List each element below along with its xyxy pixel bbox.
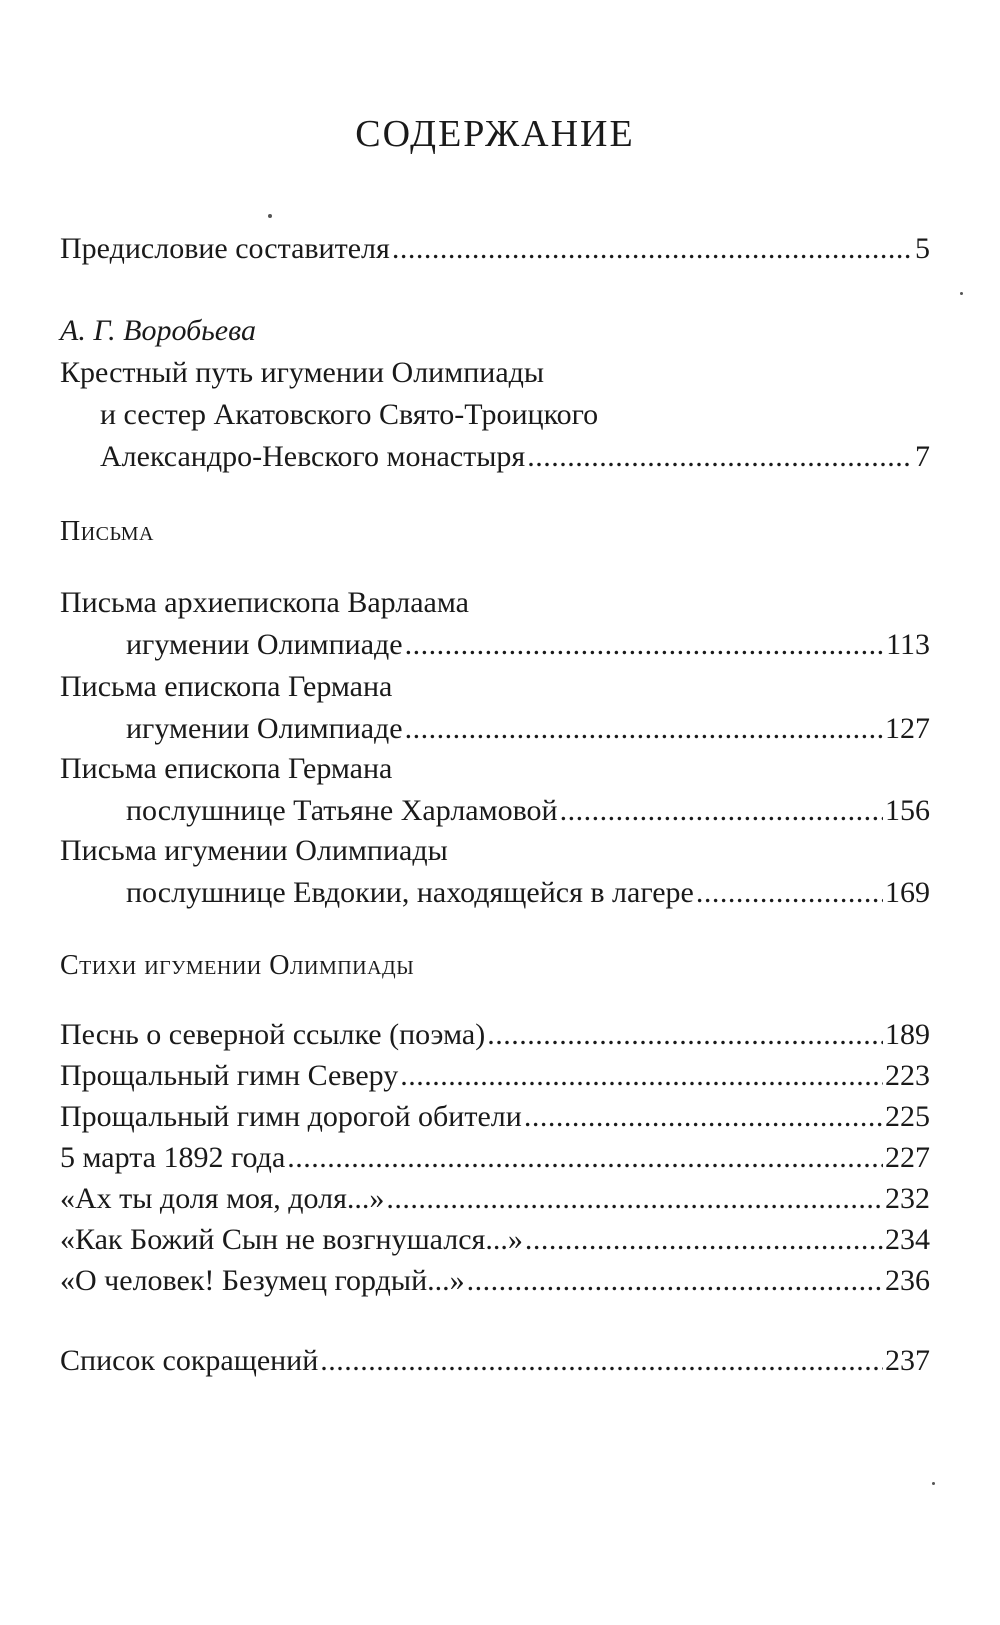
page-number: 169 (885, 876, 930, 909)
page-number: 232 (885, 1182, 930, 1215)
dot-leader (524, 1096, 883, 1138)
entry-title-line: игумении Олимпиаде (126, 628, 403, 661)
page-title: СОДЕРЖАНИЕ (355, 113, 635, 155)
entry-title-line: послушнице Татьяне Харламовой (126, 794, 558, 827)
page-number: 234 (885, 1223, 930, 1256)
dot-leader (405, 708, 883, 750)
dot-leader (320, 1340, 883, 1382)
entry-title: Предисловие составителя (60, 232, 390, 265)
toc-entry-poem[interactable] (60, 1260, 930, 1302)
toc-entry-preface[interactable] (60, 228, 930, 270)
entry-title: «Ах ты доля моя, доля...» (60, 1182, 385, 1215)
entry-title: Песнь о северной ссылке (поэма) (60, 1018, 486, 1051)
page-number: 236 (885, 1264, 930, 1297)
toc-entry-poem[interactable] (60, 1178, 930, 1220)
entry-title-line: игумении Олимпиаде (126, 712, 403, 745)
page-number: 189 (885, 1018, 930, 1051)
toc-entry-essay[interactable] (60, 310, 930, 478)
dot-leader (560, 790, 883, 832)
page-number: 223 (885, 1059, 930, 1092)
entry-title-line: Письма епископа Германа (60, 670, 393, 703)
scan-speck (932, 1482, 935, 1485)
entry-title: Список сокращений (60, 1344, 319, 1377)
toc-entry-letters[interactable] (60, 748, 930, 832)
dot-leader (467, 1260, 883, 1302)
entry-title: «О человек! Безумец гордый...» (60, 1264, 465, 1297)
dot-leader (405, 624, 885, 666)
page-number: 227 (885, 1141, 930, 1174)
page-number: 156 (885, 794, 930, 827)
toc-entry-poem[interactable] (60, 1096, 930, 1138)
dot-leader (400, 1055, 883, 1097)
entry-title-line: и сестер Акатовского Свято-Троицкого (100, 398, 599, 431)
entry-title-line: послушнице Евдокии, находящейся в лагере (126, 876, 694, 909)
page-number: 5 (915, 232, 930, 265)
page-number: 225 (885, 1100, 930, 1133)
entry-title-line: Письма игумении Олимпиады (60, 834, 448, 867)
entry-title-line: Крестный путь игумении Олимпиады (60, 356, 545, 389)
scan-speck (960, 292, 963, 295)
entry-title: «Как Божий Сын не возгнушался...» (60, 1223, 523, 1256)
entry-title-line: Письма архиепископа Варлаама (60, 586, 469, 619)
toc-entry-poem[interactable] (60, 1219, 930, 1261)
dot-leader (392, 228, 913, 270)
toc-entry-letters[interactable] (60, 666, 930, 750)
entry-title-line: Письма епископа Германа (60, 752, 393, 785)
page-number: 237 (885, 1344, 930, 1377)
page-number: 113 (886, 628, 930, 661)
toc-entry-poem[interactable] (60, 1137, 930, 1179)
page-number: 7 (915, 440, 930, 473)
section-heading-poems: Стихи игумении Олимпиады (60, 950, 415, 981)
entry-title-line: Александро-Невского монастыря (100, 440, 526, 473)
dot-leader (527, 436, 913, 478)
scan-speck (268, 214, 272, 218)
entry-title: Прощальный гимн дорогой обители (60, 1100, 522, 1133)
entry-title: 5 марта 1892 года (60, 1141, 286, 1174)
section-heading-letters: Письма (60, 516, 154, 547)
toc-entry-abbreviations[interactable] (60, 1340, 930, 1382)
toc-entry-poem[interactable] (60, 1014, 930, 1056)
page-number: 127 (885, 712, 930, 745)
toc-entry-letters[interactable] (60, 830, 930, 914)
toc-entry-poem[interactable] (60, 1055, 930, 1097)
entry-title: Прощальный гимн Северу (60, 1059, 399, 1092)
dot-leader (696, 872, 883, 914)
toc-page (60, 0, 930, 1625)
dot-leader (487, 1014, 883, 1056)
toc-entry-letters[interactable] (60, 582, 930, 666)
dot-leader (386, 1178, 883, 1220)
dot-leader (287, 1137, 883, 1179)
author-name: А. Г. Воробьева (60, 314, 256, 347)
dot-leader (525, 1219, 883, 1261)
